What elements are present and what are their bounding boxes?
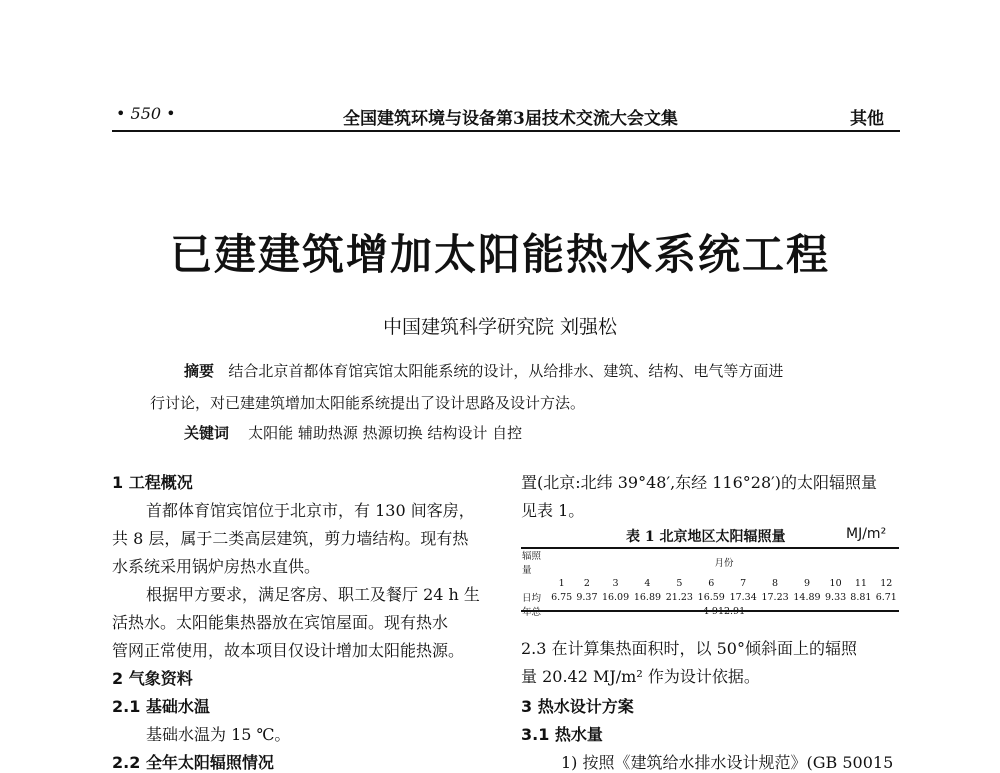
section-2-3-line-2: 量 20.42 MJ/m² 作为设计依据。 [521, 667, 760, 686]
keywords-text: 太阳能 辅助热源 热源切换 结构设计 自控 [248, 424, 523, 442]
section-3-1-heading: 3.1 热水量 [521, 725, 603, 744]
table-title: 表 1 北京地区太阳辐照量 [626, 529, 786, 545]
p1-line-3: 水系统采用锅炉房热水直供。 [112, 557, 321, 576]
journal-title: 全国建筑环境与设备第3届技术交流大会文集 [343, 109, 678, 129]
daily-value-cell: 9.33 [825, 591, 847, 603]
section-2-2-heading: 2.2 全年太阳辐照情况 [112, 753, 274, 772]
month-cell: 4 [644, 577, 651, 589]
paper-title: 已建建筑增加太阳能热水系统工程 [169, 230, 830, 279]
daily-value-cell: 6.75 [551, 591, 573, 603]
section-2-3-line-1: 2.3 在计算集热面积时，以 50°倾斜面上的辐照 [521, 639, 857, 658]
radiation-table [521, 548, 899, 618]
keywords-label: 关键词 [184, 424, 230, 442]
daily-value-cell: 8.81 [850, 591, 872, 603]
section-3-heading: 3 热水设计方案 [521, 697, 634, 716]
month-cell: 12 [880, 577, 893, 589]
section-2-heading: 2 气象资料 [112, 669, 193, 688]
month-cell: 3 [612, 577, 619, 589]
author-line: 中国建筑科学研究院 刘强松 [382, 316, 618, 338]
daily-value-cell: 17.23 [761, 591, 789, 603]
abstract-line-1 [184, 360, 783, 381]
daily-value-cell: 16.89 [633, 591, 662, 603]
section-2-1-heading: 2.1 基础水温 [112, 697, 210, 716]
month-cell: 8 [772, 577, 779, 589]
p2-line-2: 活热水。太阳能集热器放在宾馆屋面。现有热水 [112, 613, 449, 632]
p2-line-1: 根据甲方要求，满足客房、职工及餐厅 24 h 生 [146, 585, 480, 604]
daily-value-cell: 14.89 [793, 591, 821, 603]
table-header-month: 月份 [714, 558, 734, 569]
page-number: • 550 • [116, 104, 176, 123]
table-unit: MJ/m² [846, 526, 887, 542]
abstract-label: 摘要 [184, 362, 215, 380]
month-cell: 1 [558, 577, 565, 589]
row-annual-label: 年总 [522, 607, 542, 618]
header-rule [112, 130, 900, 132]
month-cell: 11 [854, 577, 867, 589]
abstract-line-2: 行讨论，对已建建筑增加太阳能系统提出了设计思路及设计方法。 [150, 394, 586, 412]
month-cell: 10 [829, 577, 842, 589]
month-cell: 6 [708, 577, 715, 589]
row-annual-value: 4 912.91 [702, 605, 746, 617]
section-3-1-partial: 1) 按照《建筑给水排水设计规范》(GB 50015 [561, 753, 894, 772]
abstract-text-1: 结合北京首都体育馆宾馆太阳能系统的设计，从给排水、建筑、结构、电气等方面进 [228, 362, 784, 380]
daily-value-cell: 6.71 [875, 591, 897, 603]
month-cell: 7 [740, 577, 747, 589]
row-daily-label: 日均 [522, 593, 542, 604]
month-cell: 9 [803, 577, 810, 589]
p1-line-2: 共 8 层，属于二类高层建筑，剪力墙结构。现有热 [112, 529, 469, 548]
right-line-1: 置(北京:北纬 39°48′,东经 116°28′)的太阳辐照量 [521, 473, 878, 492]
right-line-2: 见表 1。 [521, 501, 585, 520]
daily-value-cell: 21.23 [665, 591, 693, 603]
month-cell: 2 [583, 577, 590, 589]
daily-value-cell: 16.09 [601, 591, 630, 603]
section-1-heading: 1 工程概况 [112, 473, 193, 492]
p1-line-1: 首都体育馆宾馆位于北京市，有 130 间客房， [146, 501, 475, 520]
keywords-line [184, 422, 522, 443]
table-header-left: 辐照量 [522, 551, 542, 576]
section-2-1-text: 基础水温为 15 ℃。 [146, 725, 291, 744]
month-cell: 5 [676, 577, 683, 589]
daily-value-cell: 9.37 [576, 591, 598, 603]
daily-value-cell: 16.59 [697, 591, 725, 603]
p2-line-3: 管网正常使用，故本项目仅设计增加太阳能热源。 [112, 641, 465, 660]
section-label: 其他 [850, 109, 884, 129]
daily-value-cell: 17.34 [729, 591, 757, 603]
table-bottom-rule [521, 610, 899, 612]
